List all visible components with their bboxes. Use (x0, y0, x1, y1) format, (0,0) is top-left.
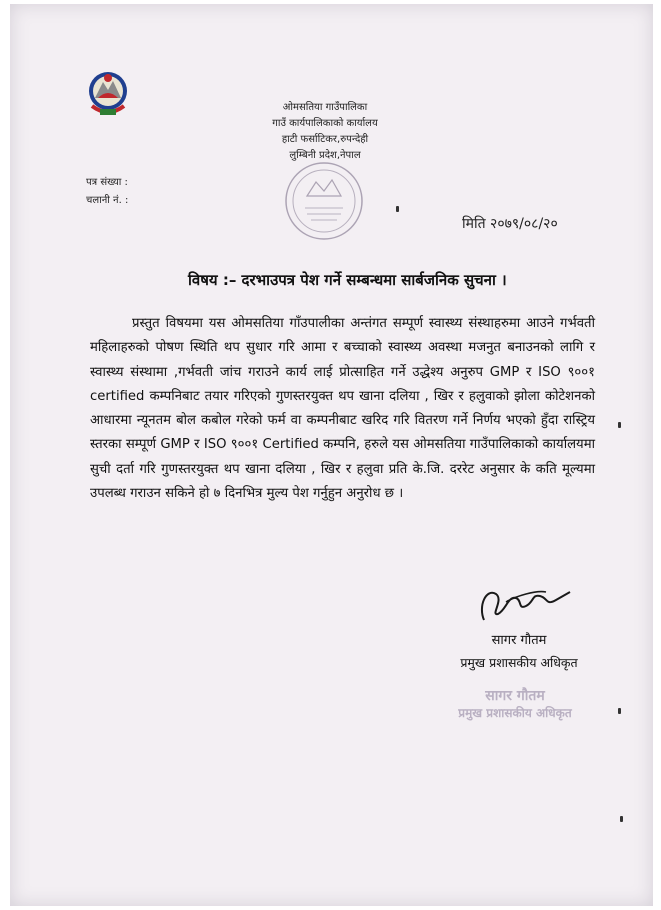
name-stamp-name: सागर गौतम (485, 688, 545, 704)
office-letterhead (260, 100, 390, 164)
scan-speck (618, 422, 621, 428)
office-seal-stamp (281, 158, 367, 244)
signatory-title: प्रमुख प्रशासकीय अधिकृत (460, 655, 578, 670)
handwritten-signature (476, 576, 572, 626)
signatory-name: सागर गौतम (491, 633, 547, 648)
name-stamp-title: प्रमुख प्रशासकीय अधिकृत (458, 706, 572, 720)
letterhead-line-1: ओमसतिया गाउँपालिका (282, 102, 368, 113)
letter-meta (86, 174, 128, 210)
letterhead-line-3: हाटी फर्साटिकर,रुपन्देही (281, 134, 369, 145)
scan-speck (620, 816, 623, 822)
dispatch-number-label: चलानी नं. : (86, 195, 129, 206)
letterhead-line-4: लुम्बिनी प्रदेश,नेपाल (289, 150, 361, 161)
name-stamp (440, 688, 590, 722)
scan-speck (396, 206, 399, 212)
letter-page (10, 4, 653, 906)
letterhead-line-2: गाउँ कार्यपालिकाको कार्यालय (272, 118, 378, 129)
letter-subject: विषय :– दरभाउपत्र पेश गर्ने सम्बन्धमा सार्बजनिक सुचना । (188, 271, 507, 289)
letter-body: प्रस्तुत विषयमा यस ओमसतिया गाँउपालीका अन्तंगत सम्पूर्ण स्वास्थ्य संस्थाहरुमा आउने गर्भवती महिलाहरुको पोषण स्थिति थप सुधार गरि आमा र बच्चाको स्वास्थ्य अवस्था मजनुत बनाउनको लागि र स्वास्थ्य संस्थामा ,गर्भवती जांच गराउने कार्य लाई प्रोत्साहित गर्ने उद्धेश्य अनुरुप GMP र ISO ९००१ certified कम्पनिबाट तयार गरिएको गुणस्तरयुक्त थप खाना दलिया , खिर र हलुवाको झोला कोटेशनको आधारमा न्यूनतम बोल कबोल गरेको फर्म वा कम्पनीबाट खरिद गरि वितरण गर्ने निर्णय भएको हुँदा रास्ट्रिय स्तरका सम्पूर्ण GMP र ISO ९००१ Certified कम्पनि, हरुले यस ओमसतिया गाउँपालिकाको कार्यालयमा सुची दर्ता गरि गुणस्तरयुक्त थप खाना दलिया , खिर र हलुवा प्रति के.जि. दररेट अनुसार के कति मूल्यमा उपलब्ध गराउन सकिने हो ७ दिनभित्र मुल्य पेश गर्नुहुन अनुरोध छ । (90, 316, 595, 502)
scan-speck (618, 708, 621, 714)
letter-number-label: पत्र संख्या : (86, 177, 128, 188)
nepal-emblem-icon (86, 68, 130, 118)
letter-date: मिति २०७९/०८/२० (462, 216, 558, 232)
